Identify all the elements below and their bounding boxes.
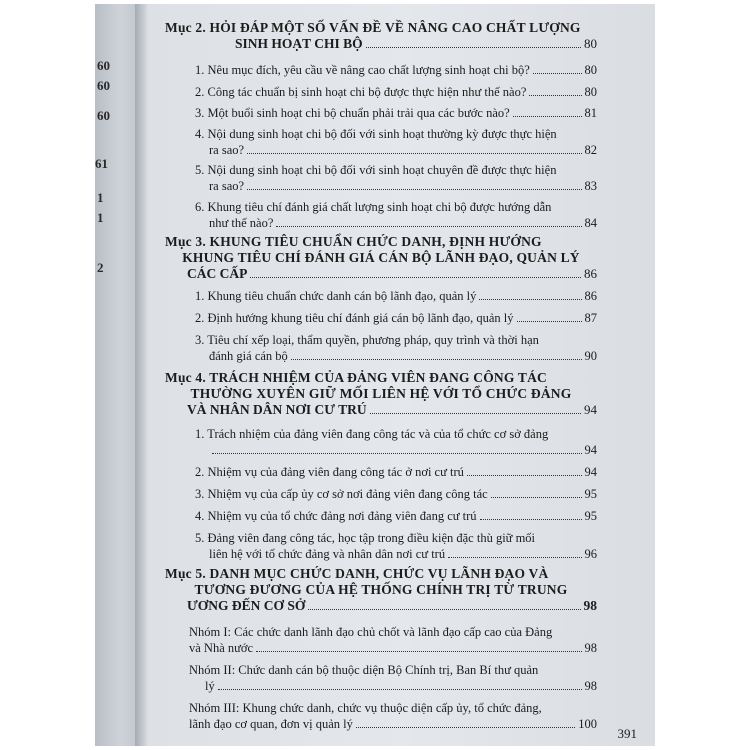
toc-item: 3. Nhiệm vụ của cấp ủy cơ sở nơi đảng viên đang công tác 95 (195, 487, 597, 501)
toc-item: 4. Nhiệm vụ của tổ chức đảng nơi đảng viên đang cư trú 95 (195, 509, 597, 523)
toc-item: 1. Khung tiêu chuẩn chức danh cán bộ lãnh đạo, quản lý 86 (195, 289, 597, 303)
section-heading-muc-2: Mục 2. HỎI ĐÁP MỘT SỐ VẤN ĐỀ VỀ NÂNG CAO CHẤT LƯỢNG SINH HOẠT CHI BỘ 80 (165, 20, 597, 51)
toc-item: Nhóm I: Các chức danh lãnh đạo chủ chốt và lãnh đạo cấp cao của Đảng và Nhà nước 98 (189, 625, 597, 655)
book-photo (95, 4, 655, 746)
prev-page-number: 60 (97, 58, 110, 73)
dot-leader (356, 727, 575, 728)
toc-page (165, 4, 655, 746)
dot-leader (218, 689, 582, 690)
dot-leader (480, 519, 582, 520)
dot-leader (533, 73, 582, 74)
dot-leader (366, 47, 581, 48)
dot-leader (513, 116, 582, 117)
toc-item: Nhóm III: Khung chức danh, chức vụ thuộc diện cấp ủy, tổ chức đảng, lãnh đạo cơ quan, đơn vị quản lý 100 (189, 701, 597, 731)
toc-item: 6. Khung tiêu chí đánh giá chất lượng sinh hoạt chi bộ được hướng dẫn như thế nào? 84 (195, 200, 597, 230)
toc-item: 1. Nêu mục đích, yêu cầu về nâng cao chất lượng sinh hoạt chi bộ? 80 (195, 63, 597, 77)
dot-leader (467, 475, 582, 476)
prev-page-number: 2 (97, 260, 104, 275)
dot-leader (256, 651, 581, 652)
previous-page-edge (95, 4, 137, 746)
dot-leader (291, 359, 582, 360)
toc-item: 3. Một buổi sinh hoạt chi bộ chuẩn phải trải qua các bước nào? 81 (195, 106, 597, 120)
prev-page-number: 1 (97, 210, 104, 225)
prev-page-number: 61 (95, 156, 108, 171)
dot-leader (247, 153, 581, 154)
toc-item: 4. Nội dung sinh hoạt chi bộ đối với sinh hoạt thường kỳ được thực hiện ra sao? 82 (195, 127, 597, 157)
section-heading-muc-4: Mục 4. TRÁCH NHIỆM CỦA ĐẢNG VIÊN ĐANG CÔNG TÁC THƯỜNG XUYÊN GIỮ MỐI LIÊN HỆ VỚI TỔ CHỨC ĐẢNG VÀ NHÂN DÂN NƠI CƯ TRÚ 94 (165, 370, 597, 417)
prev-page-number: 1 (97, 190, 104, 205)
dot-leader (491, 497, 582, 498)
toc-item: 3. Tiêu chí xếp loại, thẩm quyền, phương pháp, quy trình và thời hạn đánh giá cán bộ 90 (195, 333, 597, 363)
dot-leader (517, 321, 582, 322)
dot-leader (479, 299, 581, 300)
dot-leader (370, 413, 581, 414)
toc-item: 2. Nhiệm vụ của đảng viên đang công tác ở nơi cư trú 94 (195, 465, 597, 479)
toc-item: 2. Công tác chuẩn bị sinh hoạt chi bộ được thực hiện như thế nào? 80 (195, 85, 597, 99)
dot-leader (276, 226, 581, 227)
dot-leader (250, 277, 581, 278)
page-number: 391 (617, 726, 637, 741)
section-heading-muc-5: Mục 5. DANH MỤC CHỨC DANH, CHỨC VỤ LÃNH ĐẠO VÀ TƯƠNG ĐƯƠNG CỦA HỆ THỐNG CHÍNH TRỊ TỪ TRUNG ƯƠNG ĐẾN CƠ SỞ 98 (165, 566, 597, 613)
dot-leader (247, 189, 581, 190)
toc-item: 5. Đảng viên đang công tác, học tập trong điều kiện đặc thù giữ mối liên hệ với tổ chức đảng và nhân dân nơi cư trú 96 (195, 531, 597, 561)
dot-leader (308, 609, 580, 610)
book-spine (135, 4, 147, 746)
prev-page-number: 60 (97, 108, 110, 123)
dot-leader (448, 557, 581, 558)
section-heading-muc-3: Mục 3. KHUNG TIÊU CHUẨN CHỨC DANH, ĐỊNH HƯỚNG KHUNG TIÊU CHÍ ĐÁNH GIÁ CÁN BỘ LÃNH ĐẠO, QUẢN LÝ CÁC CẤP 86 (165, 234, 597, 281)
dot-leader (529, 95, 581, 96)
toc-item: 2. Định hướng khung tiêu chí đánh giá cán bộ lãnh đạo, quản lý 87 (195, 311, 597, 325)
dot-leader (212, 453, 582, 454)
toc-item: 5. Nội dung sinh hoạt chi bộ đối với sinh hoạt chuyên đề được thực hiện ra sao? 83 (195, 163, 597, 193)
prev-page-number: 60 (97, 78, 110, 93)
toc-item: Nhóm II: Chức danh cán bộ thuộc diện Bộ Chính trị, Ban Bí thư quản lý 98 (189, 663, 597, 693)
toc-item: 1. Trách nhiệm của đảng viên đang công tác và của tổ chức cơ sở đảng 94 (195, 427, 597, 457)
